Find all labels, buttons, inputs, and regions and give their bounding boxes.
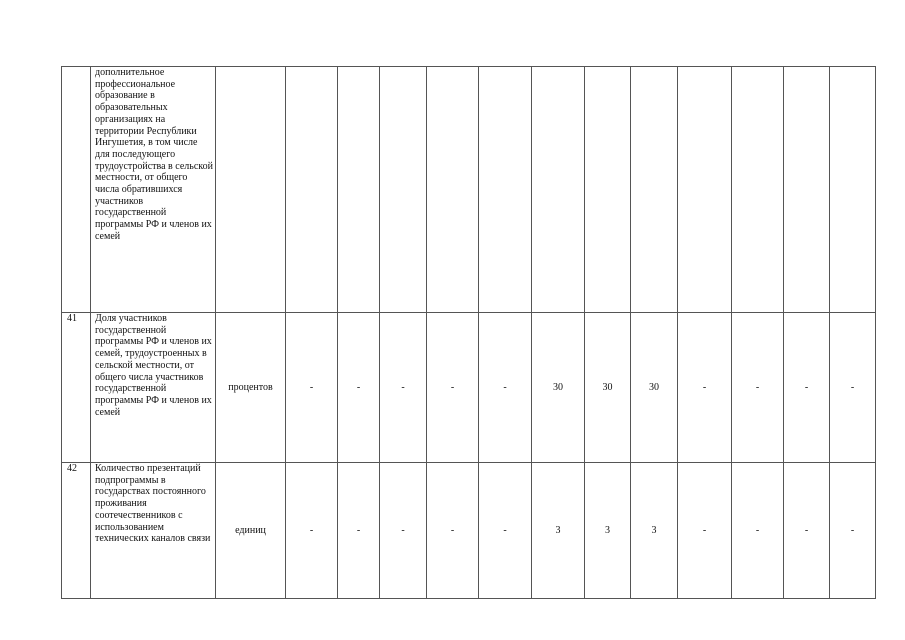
value-cell	[479, 67, 532, 313]
row-number: 42	[62, 463, 91, 599]
value-cell	[532, 67, 585, 313]
indicator-name: дополнительное профессиональное образование в образовательных организациях на территории Республики Ингушетия, в том числе для последующего трудоустройства в сельской местности, от общего числа обратившихся участников государственной программы РФ и членов их семей	[91, 67, 216, 313]
indicator-name: Количество презентаций подпрограммы в государствах постоянного проживания соотечественников с использованием технических каналов связи	[91, 463, 216, 599]
unit-cell: единиц	[216, 463, 286, 599]
table-row	[62, 67, 876, 313]
table-row	[62, 313, 876, 463]
indicators-table	[61, 66, 876, 599]
value-cell: 30	[585, 313, 631, 463]
row-number: 41	[62, 313, 91, 463]
value-cell: -	[732, 463, 784, 599]
value-cell: 3	[631, 463, 678, 599]
value-cell: -	[286, 463, 338, 599]
value-cell	[427, 67, 479, 313]
value-cell: -	[479, 463, 532, 599]
value-cell	[338, 67, 380, 313]
value-cell: -	[784, 463, 830, 599]
value-cell: -	[479, 313, 532, 463]
table-body	[62, 67, 876, 599]
value-cell: -	[678, 313, 732, 463]
value-cell	[678, 67, 732, 313]
value-cell	[784, 67, 830, 313]
value-cell: -	[732, 313, 784, 463]
value-cell: 3	[585, 463, 631, 599]
value-cell: -	[678, 463, 732, 599]
value-cell: -	[427, 313, 479, 463]
value-cell: 30	[631, 313, 678, 463]
value-cell	[732, 67, 784, 313]
value-cell	[830, 67, 876, 313]
indicator-name: Доля участников государственной программы РФ и членов их семей, трудоустроенных в сельской местности, от общего числа участников государственной программы РФ и членов их семей	[91, 313, 216, 463]
value-cell: -	[286, 313, 338, 463]
value-cell	[585, 67, 631, 313]
value-cell: -	[338, 463, 380, 599]
value-cell: -	[784, 313, 830, 463]
value-cell: -	[427, 463, 479, 599]
value-cell	[631, 67, 678, 313]
unit-cell	[216, 67, 286, 313]
table-row	[62, 463, 876, 599]
value-cell	[286, 67, 338, 313]
value-cell: -	[830, 463, 876, 599]
value-cell: -	[380, 463, 427, 599]
value-cell: 3	[532, 463, 585, 599]
row-number	[62, 67, 91, 313]
value-cell	[380, 67, 427, 313]
value-cell: 30	[532, 313, 585, 463]
unit-cell: процентов	[216, 313, 286, 463]
value-cell: -	[830, 313, 876, 463]
value-cell: -	[380, 313, 427, 463]
value-cell: -	[338, 313, 380, 463]
